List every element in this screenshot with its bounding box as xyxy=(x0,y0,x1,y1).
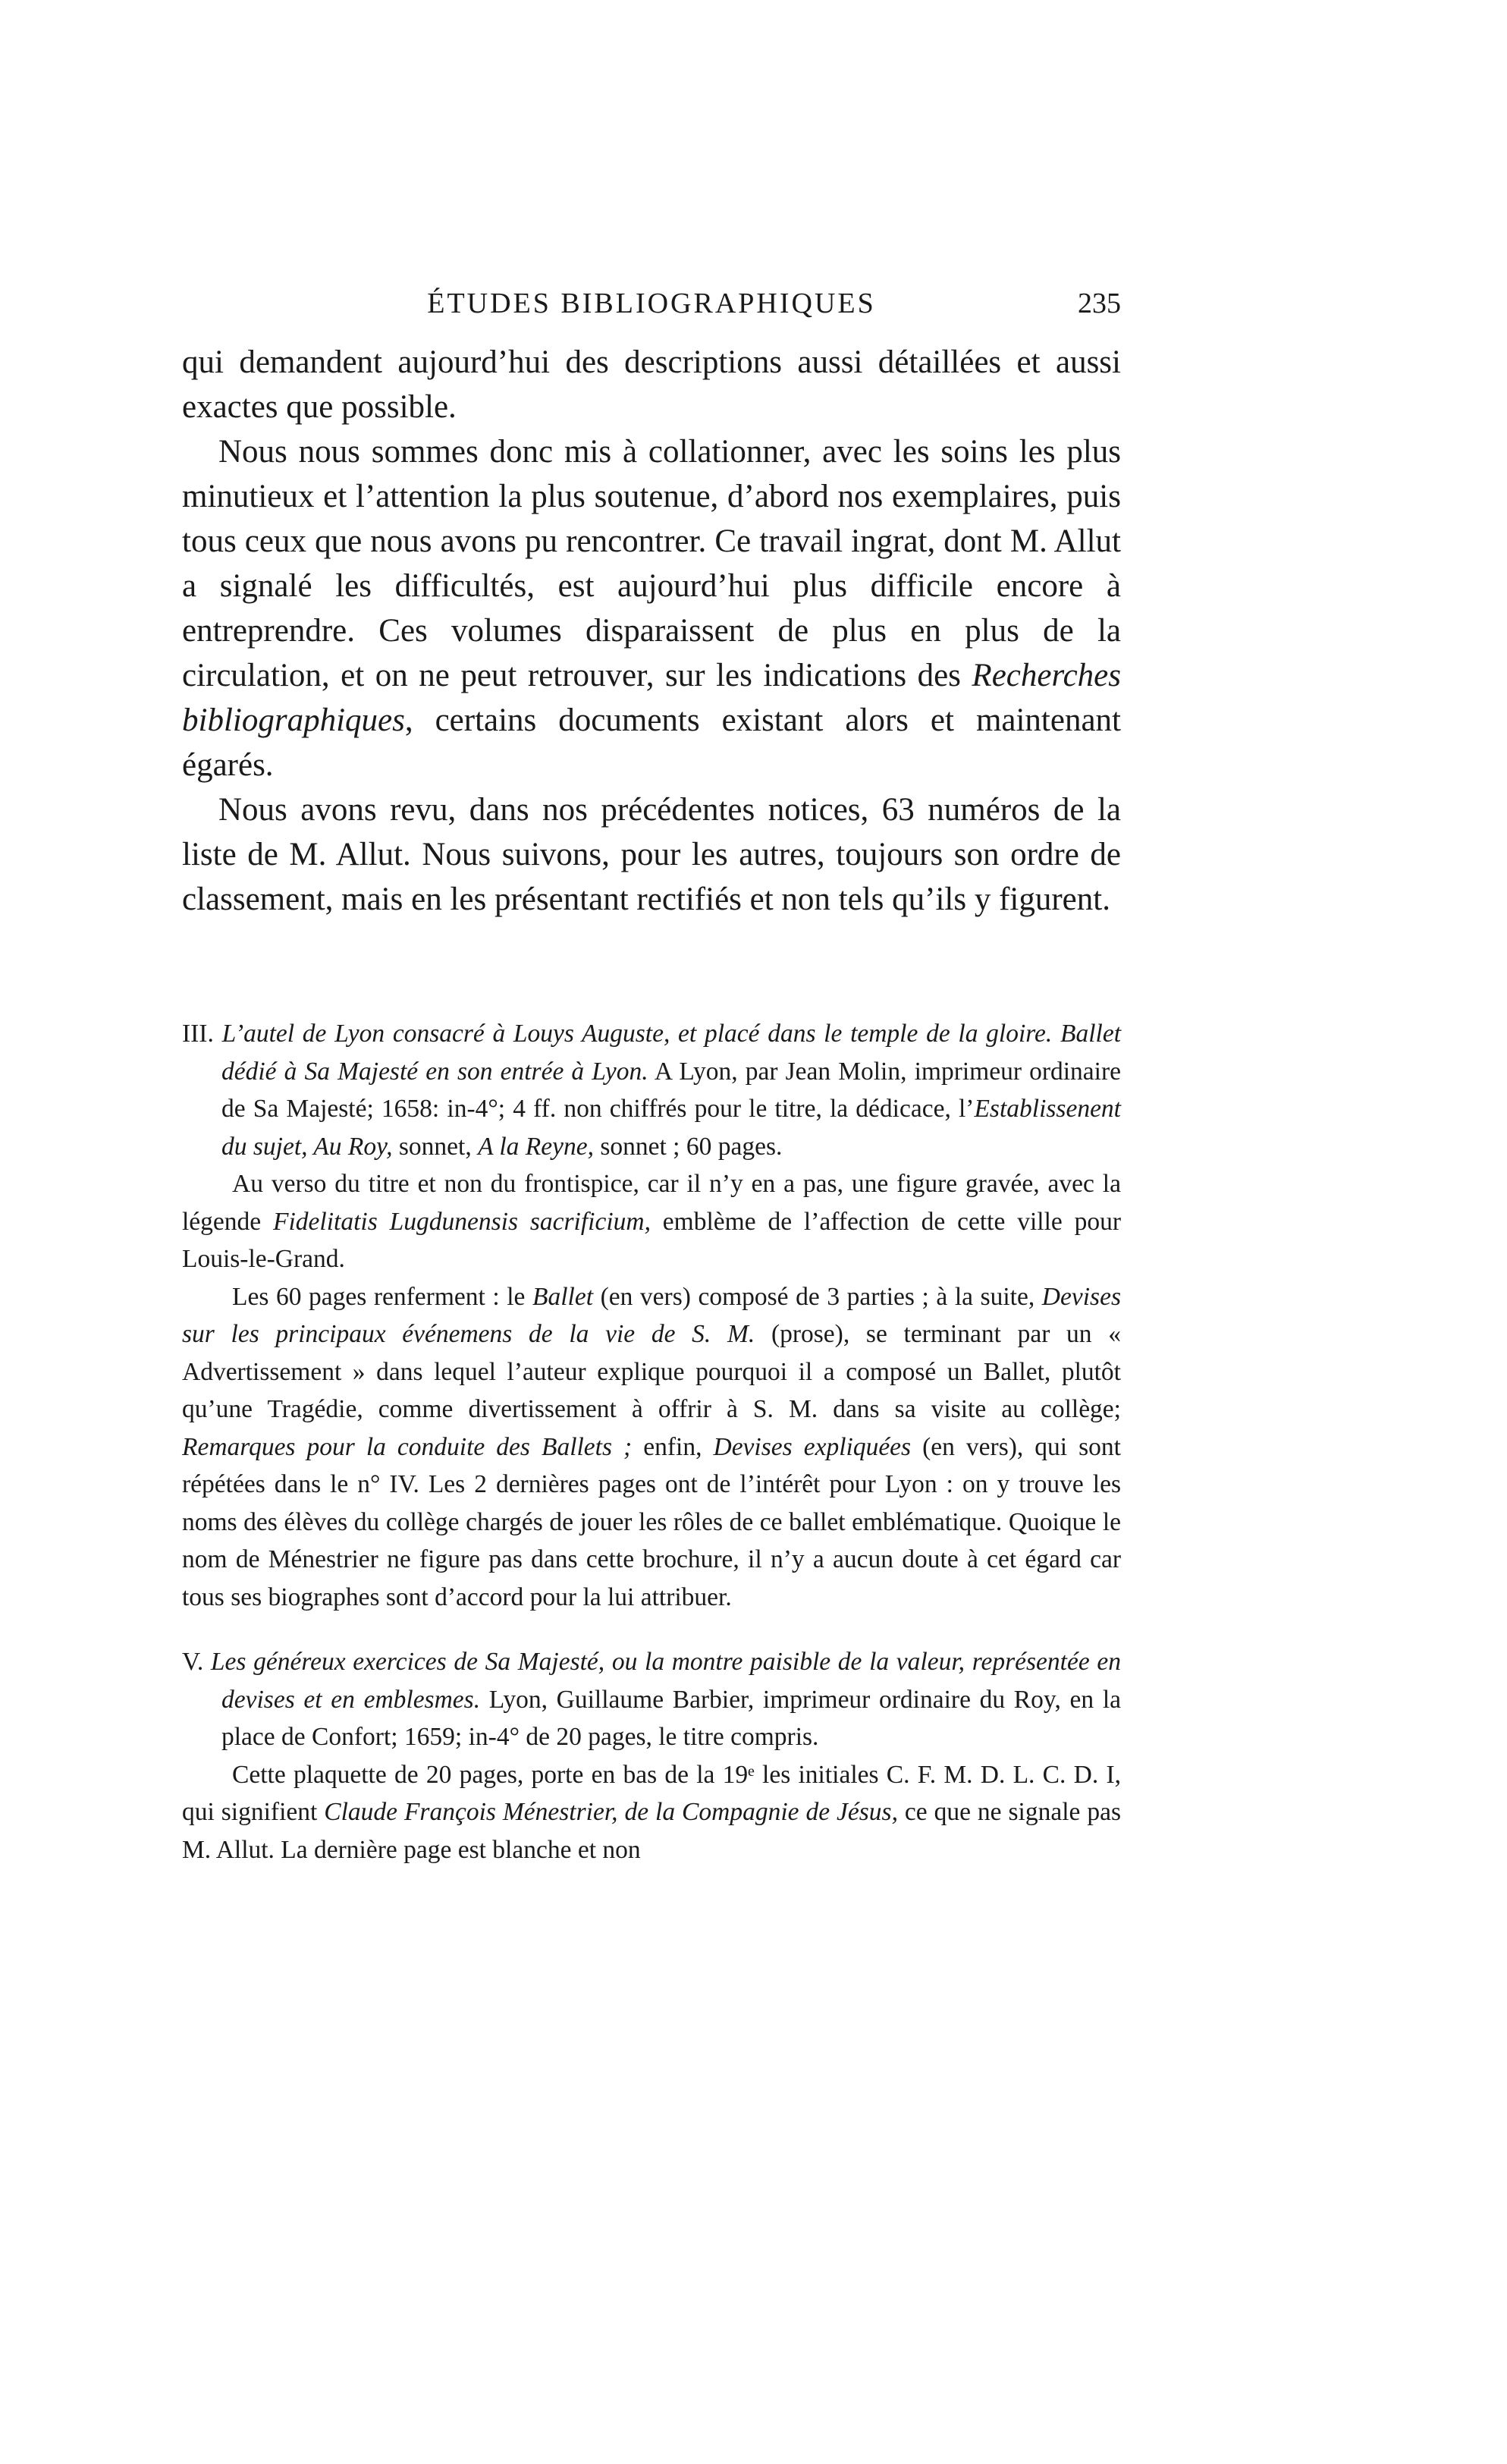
paragraph-collation-text-b: , certains documents existant alors et maintenant égarés. xyxy=(182,702,1121,783)
entry-iii-sonnet-2: sonnet ; 60 pages. xyxy=(593,1132,783,1161)
entry-iii-establissement: Establissenent du sujet, Au Roy, xyxy=(221,1095,1121,1161)
running-head-title: ÉTUDES BIBLIOGRAPHIQUES xyxy=(427,288,876,319)
entry-iii-ballet: Ballet xyxy=(532,1282,594,1311)
entry-iii-para2-a: Au verso du titre et non du frontispice, car il n’y en a pas, une figure gravée, avec la légende xyxy=(182,1170,1121,1236)
entry-v-paragraph-initials xyxy=(182,1756,1121,1869)
paragraph-revision: Nous avons revu, dans nos précédentes notices, 63 numéros de la liste de M. Allut. Nous suivons, pour les autres, toujours son ordre de classement, mais en les présentant rectifiés et non tels qu’ils y figurent. xyxy=(182,792,1121,917)
entry-v-imprint: Lyon, Guillaume Barbier, imprimeur ordinaire du Roy, en la place de Confort; 1659; in-4° de 20 pages, le titre compris. xyxy=(221,1685,1121,1751)
entry-iii-para3-c: (prose), se terminant par un « Advertissement » dans lequel l’auteur explique pourquoi il a composé un Ballet, plutôt qu’une Tragédie, comme divertissement à offrir à S. M. dans sa visite au collège; xyxy=(182,1320,1121,1423)
running-head xyxy=(182,287,1121,332)
entry-iii-devises-expliquees: Devises expliquées xyxy=(713,1432,912,1461)
bibliographic-notes xyxy=(182,1015,1121,1868)
recherches-title: Recherches bibliographiques xyxy=(182,658,1121,738)
entry-iii-remarques: Remarques pour la conduite des Ballets ; xyxy=(182,1432,633,1461)
paragraph-collation-text-a: Nous nous sommes donc mis à collationner, avec les soins les plus minutieux et l’attention la plus soutenue, d’abord nos exemplaires, puis tous ceux que nous avons pu rencontrer. Ce travail ingrat, dont M. Allut a signalé les difficultés, est aujourd’hui plus difficile encore à entreprendre. Ces volumes disparaissent de plus en plus de la circulation, et on ne peut retrouver, sur les indications des xyxy=(182,434,1121,693)
entry-iii-para3-a: Les 60 pages renferment : le xyxy=(232,1282,532,1311)
entry-iii-sonnet-1: sonnet, xyxy=(392,1132,479,1161)
entry-v-title: Les généreux exercices de Sa Majesté, ou la montre paisible de la valeur, représentée en devises et en emblesmes. xyxy=(210,1648,1121,1714)
entry-iii-imprint: A Lyon, par Jean Molin, imprimeur ordinaire de Sa Majesté; 1658: in-4°; 4 ff. non chiffrés pour le titre, la dédicace, l’ xyxy=(221,1057,1122,1123)
entry-iii-paragraph-frontispice xyxy=(182,1165,1121,1278)
main-text xyxy=(182,340,1121,922)
entry-iii-title: L’autel de Lyon consacré à Louys Auguste, et placé dans le temple de la gloire. Ballet dédié à Sa Majesté en son entrée à Lyon. xyxy=(221,1020,1122,1086)
entry-v-para2-a: Cette plaquette de 20 pages, porte en bas de la 19ᵉ les initiales C. F. M. D. L. C. D. I, qui signifient xyxy=(182,1760,1121,1826)
entry-iii-devises: Devises sur les principaux événemens de la vie de S. M. xyxy=(182,1282,1121,1348)
entry-iii-heading xyxy=(182,1015,1121,1165)
paragraph-collation xyxy=(182,429,1121,787)
entry-iii-para2-b: emblème de l’affection de cette ville pour Louis-le-Grand. xyxy=(182,1207,1122,1273)
entry-iii-label: III. xyxy=(182,1020,222,1048)
entry-iii-para3-d: enfin, xyxy=(632,1432,714,1461)
paragraph-continued: qui demandent aujourd’hui des descriptions aussi détaillées et aussi exactes que possible. xyxy=(182,344,1121,425)
page-number: 235 xyxy=(1078,288,1121,319)
entry-iii-para3-b: (en vers) composé de 3 parties ; à la suite, xyxy=(593,1282,1042,1311)
entry-v-heading xyxy=(182,1643,1121,1756)
entry-v-author: Claude François Ménestrier, de la Compagnie de Jésus, xyxy=(324,1798,898,1826)
entry-v-para2-b: ce que ne signale pas M. Allut. La dernière page est blanche et non xyxy=(182,1798,1121,1864)
entry-iii-legend: Fidelitatis Lugdunensis sacrificium, xyxy=(273,1207,651,1236)
entry-iii-paragraph-contents xyxy=(182,1278,1121,1617)
entry-iii-reyne: A la Reyne, xyxy=(478,1132,594,1161)
entry-iii-para3-e: (en vers), qui sont répétées dans le n° IV. Les 2 dernières pages ont de l’intérêt pour Lyon : on y trouve les noms des élèves du collège chargés de jouer les rôles de ce ballet emblématique. Quoique le nom de Ménestrier ne figure pas dans cette brochure, il n’y a aucun doute à cet égard car tous ses biographes sont d’accord pour la lui attribuer. xyxy=(182,1432,1121,1611)
entry-v-label: V. xyxy=(182,1648,211,1676)
